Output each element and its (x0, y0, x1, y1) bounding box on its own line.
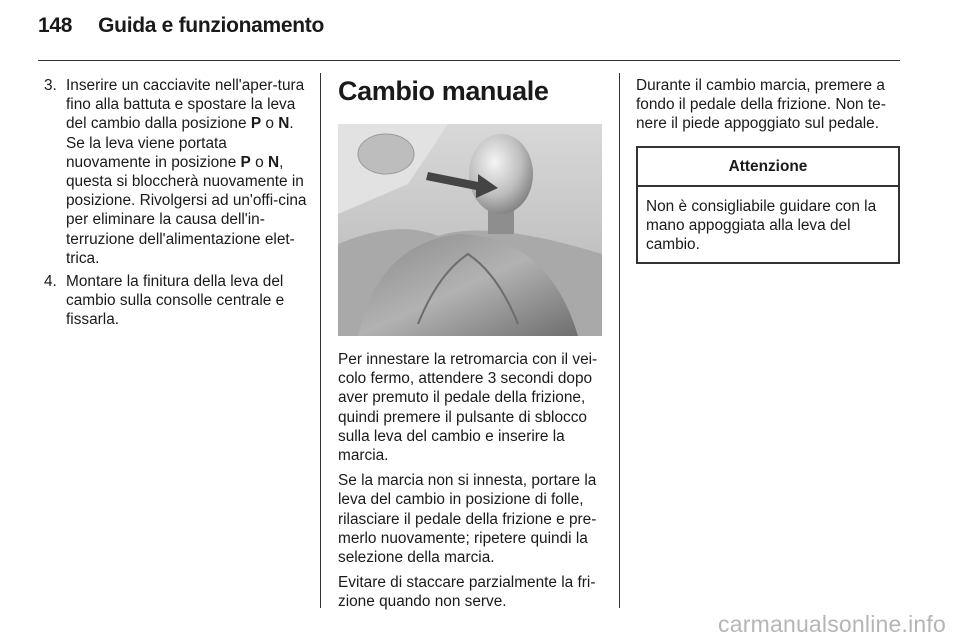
warning-box (636, 146, 900, 265)
step-number: 3. (44, 77, 57, 94)
step-bold-p: P (250, 115, 262, 133)
paragraph: Se la marcia non si innesta, portare la leva del cambio in posizione di folle, rilasciare il pedale della frizione e pre-merlo nuovamente; ripetere quindi la selezione della marcia. (338, 472, 597, 567)
step-bold-p: P (240, 153, 251, 171)
step-text-part: . Se la leva viene portata nuovamente in posizione (66, 115, 294, 171)
section-heading: Cambio manuale (338, 76, 549, 106)
warning-title: Attenzione (638, 148, 898, 187)
step-number: 4. (44, 273, 57, 291)
list-item (44, 272, 308, 330)
step-bold-n: N (278, 115, 290, 133)
intro-paragraph: Durante il cambio marcia, premere a fondo il pedale della frizione. Non te-nere il piede appoggiato sul pedale. (636, 77, 886, 133)
column-3 (636, 76, 900, 264)
page-number: 148 (38, 14, 73, 37)
step-bold-n: N (267, 153, 280, 171)
step-text (66, 76, 308, 268)
steps-list (44, 76, 308, 330)
column-divider-2 (619, 73, 620, 608)
watermark: carmanualsonline.info (718, 611, 946, 637)
warning-body: Non è consigliabile guidare con la mano appoggiata alla leva del cambio. (646, 197, 877, 254)
header-rule (38, 60, 900, 61)
column-1 (44, 76, 308, 334)
paragraph: Evitare di staccare parzialmente la fri-zione quando non serve. (338, 574, 596, 611)
column-divider-1 (320, 73, 321, 608)
step-text-part: , questa si bloccherà nuovamente in posizione. Rivolgersi ad un'offi-cina per eliminare la causa dell'in-terruzione dell'alimentazione elet-trica. (66, 153, 307, 267)
step-text: Montare la finitura della leva del cambio sulla consolle centrale e fissarla. (66, 273, 285, 329)
gear-shift-illustration (338, 124, 602, 336)
page-header (38, 14, 324, 38)
list-item (44, 76, 308, 268)
column-2 (338, 76, 602, 618)
step-text-part: o (250, 153, 268, 171)
paragraph: Per innestare la retromarcia con il vei-colo fermo, attendere 3 secondi dopo aver premuto il pedale della frizione, quindi premere il pulsante di sblocco sulla leva del cambio e inserire la marcia. (338, 351, 598, 465)
step-text-part: Inserire un cacciavite nell'aper-tura fino alla battuta e spostare la leva del cambio dalla posizione (66, 77, 305, 133)
step-text-part: o (261, 115, 279, 133)
gear-shift-photo (338, 124, 602, 336)
section-title-header: Guida e funzionamento (98, 14, 325, 37)
